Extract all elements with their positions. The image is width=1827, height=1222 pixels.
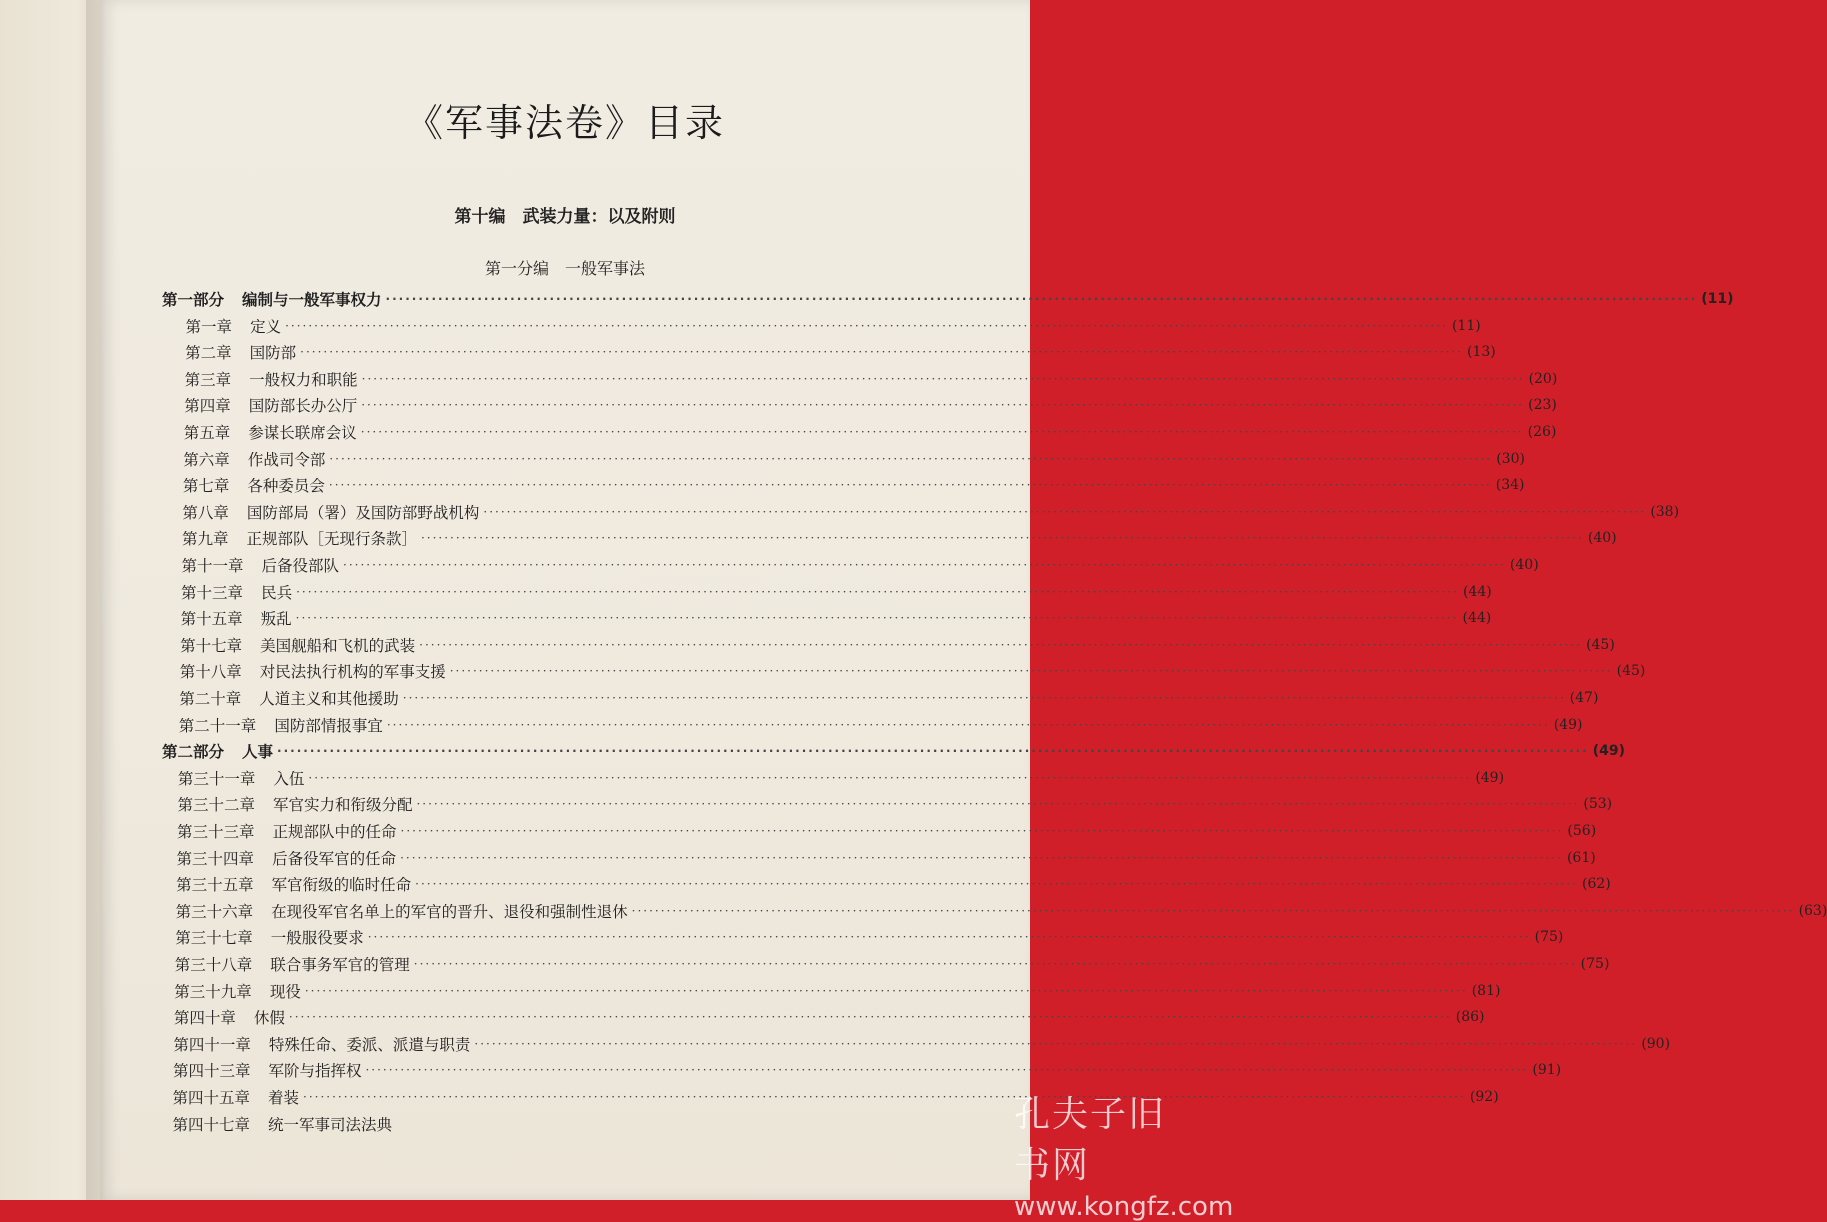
division-heading: 第一分编 一般军事法 — [484, 259, 645, 278]
toc-page-number: (90) — [1641, 1035, 1671, 1052]
toc-title: 编制与一般军事权力 — [242, 291, 382, 309]
toc-leader-dots: ········································································································································································································ — [400, 850, 1563, 865]
toc-title: 美国舰船和飞机的武装 — [260, 636, 416, 655]
toc-number: 第三十一章 — [177, 769, 256, 788]
toc-leader-dots: ········································································································································································································ — [361, 371, 1525, 386]
toc-chapter-row — [172, 1084, 1499, 1110]
toc-page-number: (49) — [1553, 716, 1583, 733]
toc-number: 第十八章 — [179, 663, 242, 682]
toc-number: 第四十章 — [173, 1009, 236, 1028]
toc-leader-dots: ········································································································································································································ — [288, 1010, 1452, 1025]
toc-page-number: (20) — [1528, 370, 1558, 387]
toc-title: 在现役军官名单上的军官的晋升、退役和强制性退休 — [271, 902, 628, 921]
book-binding-shadow — [86, 0, 106, 1200]
toc-part-row — [162, 738, 1626, 764]
toc-chapter-row — [180, 605, 1492, 631]
toc-chapter-row — [185, 339, 1496, 365]
toc-leader-dots: ········································································································································································································ — [367, 930, 1531, 945]
toc-page-number: (38) — [1650, 503, 1680, 520]
toc-page-number: (47) — [1569, 690, 1599, 706]
toc-page-number: (40) — [1509, 557, 1539, 573]
toc-number: 第三十三章 — [177, 823, 255, 841]
toc-title: 正规部队中的任命 — [272, 823, 397, 841]
toc-number: 第二部分 — [162, 743, 225, 762]
toc-leader-dots: ········································································································································································································ — [483, 504, 1647, 519]
toc-leader-dots: ········································································································································································································ — [419, 637, 1583, 652]
toc-chapter-row — [173, 1111, 963, 1137]
toc-leader-dots: ········································································································································································································ — [285, 318, 1448, 333]
toc-number: 第四十三章 — [172, 1062, 251, 1081]
toc-title: 军阶与指挥权 — [268, 1062, 362, 1081]
toc-page-number: (11) — [1451, 317, 1481, 334]
toc-page-number: (61) — [1566, 849, 1596, 866]
toc-title: 对民法执行机构的军事支援 — [259, 663, 446, 682]
toc-title: 参谋长联席会议 — [248, 424, 357, 442]
toc-leader-dots: ········································································································································································································ — [361, 398, 1525, 413]
toc-leader-dots: ········································································································································································································ — [303, 1090, 1466, 1104]
toc-page-number: (45) — [1586, 636, 1615, 653]
toc-title: 入伍 — [273, 769, 305, 788]
toc-number: 第三十四章 — [176, 849, 255, 868]
toc-chapter-row — [174, 978, 1501, 1004]
toc-number: 第十一章 — [181, 557, 244, 575]
toc-title: 着装 — [268, 1089, 300, 1107]
watermark-url: www.kongfz.com — [1014, 1192, 1234, 1222]
toc-chapter-row — [181, 525, 1617, 551]
toc-title: 休假 — [253, 1009, 285, 1028]
toc-leader-dots: ········································································································································································································ — [308, 770, 1472, 785]
toc-number: 第二十章 — [179, 690, 242, 708]
toc-title: 后备役军官的任命 — [272, 849, 397, 868]
toc-leader-dots: ········································································································································································································ — [386, 717, 1550, 732]
toc-title: 特殊任命、委派、派遣与职责 — [268, 1035, 471, 1054]
toc-page-number: (81) — [1471, 982, 1501, 999]
toc-title: 定义 — [250, 317, 282, 336]
toc-leader-dots: ········································································································································································································ — [385, 292, 1698, 306]
toc-number: 第四章 — [184, 397, 231, 416]
toc-leader-dots: ········································································································································································································ — [328, 478, 1492, 493]
toc-page-number: (86) — [1455, 1009, 1485, 1026]
toc-chapter-row — [176, 871, 1611, 897]
toc-number: 第三章 — [184, 370, 232, 389]
toc-leader-dots: ········································································································································································································ — [365, 1063, 1529, 1078]
toc-page-number: (40) — [1587, 530, 1617, 547]
toc-number: 第二章 — [185, 344, 232, 363]
toc-chapter-row — [174, 951, 1610, 977]
toc-chapter-row — [183, 419, 1557, 445]
toc-chapter-row — [173, 1031, 1671, 1057]
toc-chapter-row — [182, 499, 1680, 525]
toc-number: 第三十九章 — [174, 982, 252, 1001]
toc-leader-dots: ········································································································································································································ — [413, 957, 1577, 971]
toc-chapter-row — [179, 685, 1599, 711]
toc-title: 各种委员会 — [247, 477, 325, 496]
toc-title: 现役 — [269, 982, 301, 1001]
toc-number: 第一部分 — [162, 291, 225, 309]
toc-chapter-row — [176, 845, 1596, 871]
toc-page-number: (62) — [1582, 876, 1611, 893]
toc-title: 民兵 — [261, 583, 293, 602]
toc-leader-dots: ········································································································································································································ — [416, 797, 1580, 812]
toc-title: 国防部情报事宜 — [274, 716, 383, 735]
toc-number: 第十三章 — [181, 583, 244, 602]
toc-leader-dots: ········································································································································································································ — [304, 983, 1468, 998]
toc-number: 第三十六章 — [175, 902, 254, 921]
watermark-brand: 孔夫子旧书网 — [1014, 1094, 1167, 1186]
toc-number: 第四十一章 — [173, 1035, 251, 1054]
page-title: 《军事法卷》目录 — [404, 101, 725, 145]
toc-title: 一般权力和职能 — [249, 370, 358, 389]
toc-chapter-row — [172, 1057, 1562, 1083]
toc-chapter-row — [184, 366, 1558, 392]
toc-chapter-row — [181, 552, 1539, 578]
toc-page-number: (91) — [1532, 1062, 1562, 1079]
toc-page-number: (30) — [1496, 450, 1525, 467]
toc-leader-dots: ········································································································································································································ — [360, 425, 1524, 439]
toc-number: 第三十五章 — [176, 876, 254, 895]
section-subtitle: 第十编 武装力量：以及附则 — [454, 207, 676, 227]
toc-number: 第七章 — [182, 477, 230, 496]
toc-chapter-row — [175, 898, 1827, 924]
toc-leader-dots: ········································································································································································································ — [300, 345, 1464, 360]
toc-title: 军官衔级的临时任命 — [271, 876, 412, 895]
toc-leader-dots: ········································································································································································································ — [400, 824, 1564, 838]
toc-page-number: (44) — [1462, 583, 1492, 600]
toc-number: 第一章 — [185, 317, 233, 336]
toc-title: 国防部局（署）及国防部野战机构 — [246, 503, 480, 522]
toc-page-number: (23) — [1528, 397, 1557, 414]
toc-page-number: (56) — [1567, 823, 1597, 839]
toc-leader-dots: ········································································································································································································ — [296, 584, 1459, 599]
toc-number: 第十五章 — [180, 610, 243, 629]
toc-chapter-row — [183, 446, 1525, 472]
toc-title: 统一军事司法法典 — [268, 1115, 393, 1134]
toc-leader-dots: ········································································································································································································ — [343, 558, 1506, 572]
toc-chapter-row — [177, 765, 1505, 791]
toc-leader-dots: ········································································································································································································ — [295, 611, 1459, 626]
toc-chapter-row — [178, 712, 1583, 738]
toc-number: 第三十七章 — [175, 929, 253, 948]
toc-title: 作战司令部 — [247, 450, 326, 469]
toc-leader-dots: ········································································································································································································ — [402, 691, 1566, 705]
toc-page-number: (49) — [1475, 769, 1505, 786]
toc-title: 叛乱 — [260, 610, 292, 629]
toc-number: 第四十七章 — [172, 1115, 251, 1134]
toc-page-number: (75) — [1580, 956, 1610, 972]
toc-chapter-row — [175, 924, 1564, 950]
toc-page-number: (53) — [1583, 796, 1613, 813]
toc-page-number: (13) — [1467, 344, 1496, 361]
toc-title: 军官实力和衔级分配 — [272, 796, 413, 815]
toc-number: 第五章 — [183, 424, 231, 442]
toc-part-row — [162, 286, 1734, 312]
toc-number: 第十七章 — [180, 636, 243, 655]
toc-page-number: (75) — [1534, 929, 1564, 946]
toc-title: 一般服役要求 — [270, 929, 364, 948]
toc-chapter-row — [177, 818, 1597, 844]
toc-title: 国防部 — [249, 344, 297, 363]
toc-number: 第三十二章 — [177, 796, 255, 815]
toc-number: 第三十八章 — [174, 956, 253, 974]
toc-chapter-row — [177, 791, 1613, 817]
toc-number: 第九章 — [181, 530, 229, 549]
watermark — [1014, 1086, 1234, 1222]
toc-page-number: (34) — [1495, 477, 1525, 494]
toc-chapter-row — [173, 1004, 1485, 1030]
toc-title: 后备役部队 — [261, 557, 340, 575]
toc-page-number: (49) — [1592, 743, 1626, 760]
toc-page-number: (26) — [1527, 424, 1557, 440]
toc-title: 人道主义和其他援助 — [259, 690, 399, 708]
toc-leader-dots: ········································································································································································································ — [631, 903, 1795, 918]
toc-number: 第八章 — [182, 503, 229, 522]
toc-page-number: (11) — [1701, 291, 1734, 307]
toc-page-number: (63) — [1798, 902, 1827, 919]
toc-number: 第六章 — [183, 450, 230, 469]
toc-chapter-row — [184, 392, 1557, 418]
toc-title: 国防部长办公厅 — [248, 397, 358, 416]
toc-leader-dots: ········································································································································································································ — [329, 451, 1493, 466]
toc-number: 第四十五章 — [172, 1089, 251, 1107]
toc-chapter-row — [181, 579, 1492, 605]
toc-leader-dots: ········································································································································································································ — [415, 877, 1579, 892]
toc-leader-dots: ········································································································································································································ — [449, 664, 1613, 679]
toc-chapter-row — [180, 632, 1615, 658]
toc-title: 人事 — [242, 743, 274, 762]
toc-leader-dots: ········································································································································································································ — [420, 531, 1584, 546]
toc-chapter-row — [179, 658, 1646, 684]
toc-leader-dots: ········································································································································································································ — [277, 744, 1589, 759]
toc-leader-dots: ········································································································································································································ — [474, 1036, 1638, 1051]
toc-title: 联合事务军官的管理 — [270, 956, 410, 974]
toc-chapter-row — [182, 472, 1525, 498]
toc-chapter-row — [185, 313, 1481, 339]
toc-page-number: (44) — [1462, 610, 1492, 627]
toc-page-number: (92) — [1469, 1089, 1499, 1105]
toc-number: 第二十一章 — [178, 716, 257, 735]
toc-title: 正规部队［无现行条款］ — [246, 530, 417, 549]
toc-page-number: (45) — [1616, 663, 1646, 680]
